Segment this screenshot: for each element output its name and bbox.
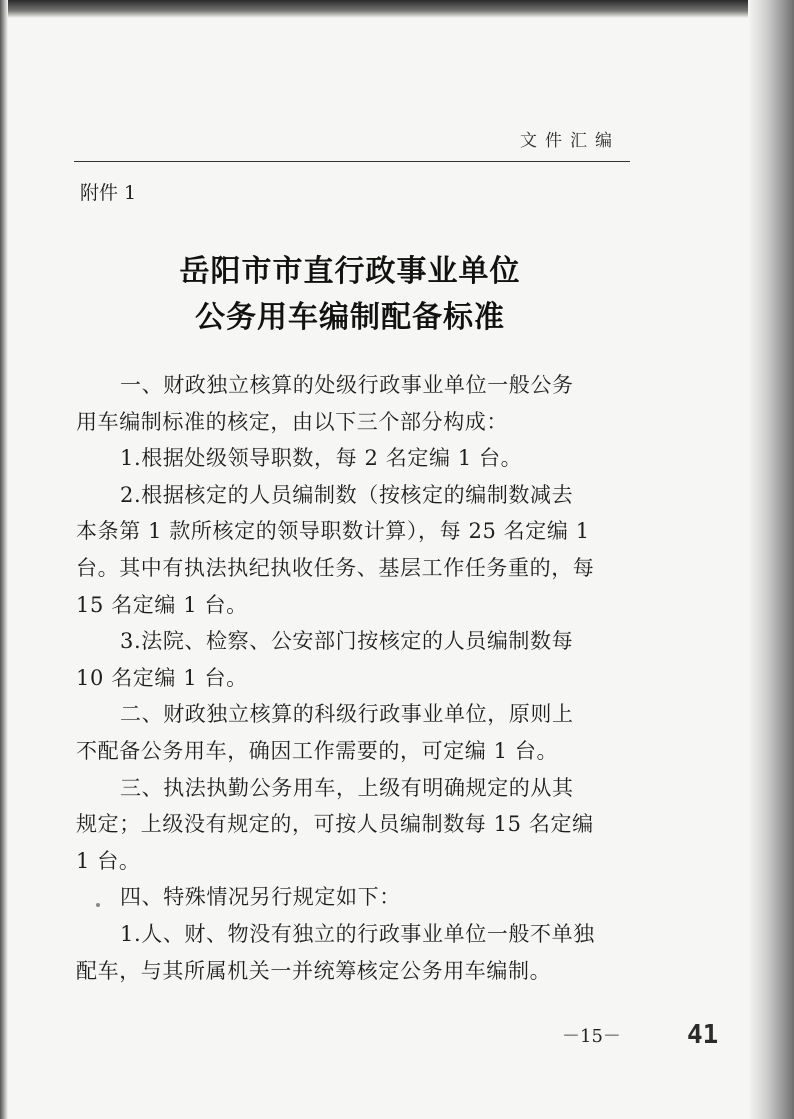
body-line: 1 台。 [76,848,141,873]
body-text [76,367,634,989]
body-line: 配车，与其所属机关一并统筹核定公务用车编制。 [76,958,552,983]
attachment-label: 附件 1 [80,182,137,204]
body-line: 一、财政独立核算的处级行政事业单位一般公务 [120,373,574,397]
body-line: 2.根据核定的人员编制数（按核定的编制数减去 [120,482,574,507]
body-line: 10 名定编 1 台。 [76,665,248,690]
handwritten-page-number: 41 [687,1020,719,1050]
document-title-line-1: 岳阳市市直行政事业单位 [179,254,521,289]
body-line: 不配备公务用车，确因工作需要的，可定编 1 台。 [76,738,559,763]
body-line: 1.根据处级领导职数，每 2 名定编 1 台。 [120,446,523,471]
scan-edge-left [0,0,8,1119]
body-line: 3.法院、检察、公安部门按核定的人员编制数每 [120,629,574,654]
body-line: 三、执法执勤公务用车，上级有明确规定的从其 [120,775,574,800]
scan-edge-top [0,0,794,18]
scan-edge-right [748,0,794,1119]
body-line: 15 名定编 1 台。 [76,592,248,617]
body-line: 二、财政独立核算的科级行政事业单位，原则上 [120,702,574,727]
scan-speck [96,903,100,907]
body-line: 本条第 1 款所核定的领导职数计算），每 25 名定编 1 [76,519,590,544]
body-line: 四、特殊情况另行规定如下： [120,885,401,910]
document-title-line-2: 公务用车编制配备标准 [195,300,505,335]
page-number: －15－ [562,1026,621,1047]
body-line: 规定；上级没有规定的，可按人员编制数每 15 名定编 [76,812,594,837]
body-line: 1.人、财、物没有独立的行政事业单位一般不单独 [120,921,595,946]
body-line: 用车编制标准的核定，由以下三个部分构成： [76,409,508,434]
header-rule [74,161,630,162]
body-line: 台。其中有执法执纪执收任务、基层工作任务重的，每 [76,555,595,580]
running-header: 文件汇编 [520,131,620,151]
